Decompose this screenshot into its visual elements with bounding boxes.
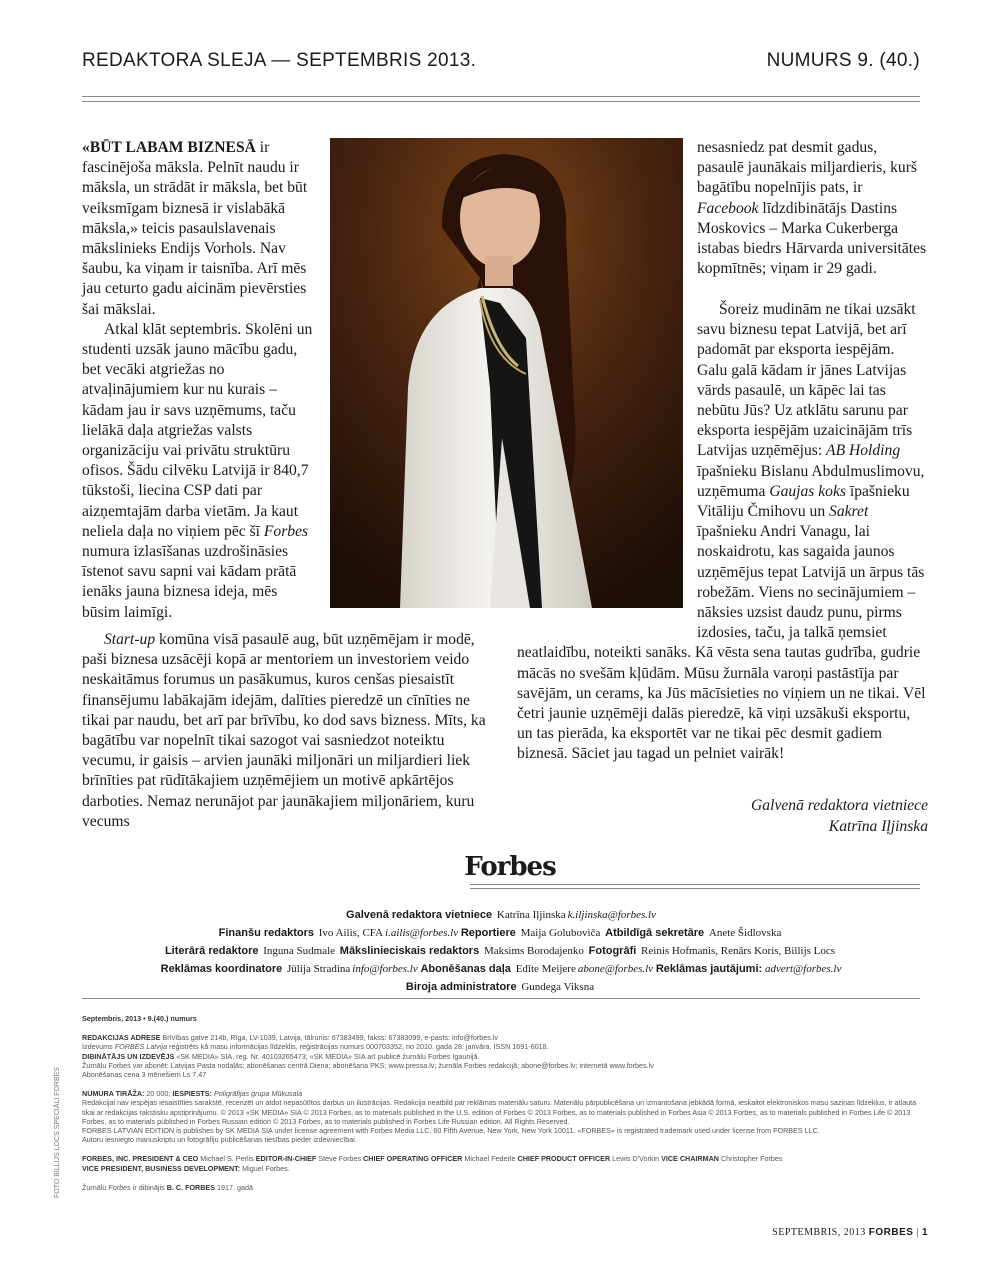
photo-wrap-spacer: [517, 300, 697, 632]
founder-line: Žurnālu Forbes ir dibinājis B. C. FORBES 1917. gadā: [82, 1182, 254, 1192]
section-title: REDAKTORA SLEJA — SEPTEMBRIS 2013.: [82, 50, 477, 71]
issue-line: Septembris, 2013 • 9.(40.) numurs: [82, 1014, 197, 1023]
staff-row: Biroja administratore Gundega Viksna: [405, 981, 595, 993]
page-header: [82, 50, 920, 72]
article-right-column: [697, 138, 927, 279]
article-wrap-paragraph: [517, 300, 927, 765]
article-bottom-left: [82, 630, 490, 832]
article-paragraph: Atkal klāt septembris. Skolēni un studenti uzsāk jauno mācību gadu, bet vecāki atgriežas no atvaļinājumiem kur nu kurais – kādam jau ir savs uzņēmums, taču lielākā daļa atgriežas valsts organizāciju vai privātu struktūru ofisos. Šādu cilvēku Latvijā ir 840,7 tūkstoši, liecina CSP dati par aizņemtajām darba vietām. Ja kaut neliela daļa no viņiem pēc šī Forbes numura izlasīšanas uzdrošināsies īstenot savu sapni vai kādam prātā ienāks jauna biznesa ideja, mēs būsim laimīgi.: [82, 320, 313, 621]
photo-credit: FOTO BILLIJS LOCS SPECIĀLI FORBES: [54, 1067, 61, 1198]
staff-row: Literārā redaktore Inguna Sudmale Mākslinieciskais redaktors Maksims Borodajenko Fotogrāfi Reinis Hofmanis, Renārs Koris, Billijs Locs: [164, 945, 836, 957]
imprint-block: FORBES, INC. PRESIDENT & CEO Michael S. Perlis EDITOR-IN-CHIEF Steve Forbes CHIEF OPERATING OFFICER Michael Federle CHIEF PRODUCT OFFICER Lewis D'Vorkin VICE CHAIRMAN Christopher Forbes VICE PRESIDENT, BUSINESS DEVELOPMENT: Miguel Forbes.: [82, 1154, 783, 1173]
staff-credits: [82, 906, 920, 996]
header-divider-bottom: [82, 101, 920, 102]
footer-date: SEPTEMBRIS, 2013: [772, 1227, 866, 1238]
staff-row: Finanšu redaktors Ivo Ailis, CFA i.ailis@forbes.lv Reportiere Maija Goluboviča Atbildīgā sekretāre Anete Šidlovska: [218, 927, 782, 939]
footer-magazine: FORBES: [868, 1227, 914, 1238]
article-left-column: [82, 138, 314, 623]
staff-divider: [82, 998, 920, 999]
staff-row: Reklāmas koordinatore Jūlija Stradina info@forbes.lv Abonēšanas daļa Edīte Meijere abone@forbes.lv Reklāmas jautājumi: advert@forbes.lv: [160, 963, 842, 975]
header-divider-top: [82, 96, 920, 97]
page-number: 1: [921, 1227, 928, 1238]
article-paragraph: Šoreiz mudinām ne tikai uzsākt savu biznesu tepat Latvijā, bet arī padomāt par eksporta iespējām. Galu galā kādam ir jānes Latvijas vārds pasaulē, un kāpēc lai tas nebūtu Jūs? Uz atklātu sarunu par eksporta iespējām uzaicinājām trīs Latvijas uzņēmējus: AB Holding īpašnieku Bislanu Abdulmuslimovu, uzņēmuma Gaujas koks īpašnieku Vitāliju Čmihovu un Sakret īpašnieku Andri Vanagu, lai noskaidrotu, kas sagaida jaunos uzņēmējus tepat Latvijā un ārpus tās robežām. Viens no secinājumiem – nāksies uzsist daudz punu, pirms izdosies, taču, ja talkā ņemsiet neatlaidību, noteikti sanāks. Kā vēsta sena tautas gudrība, gudrie mācās no svešām kļūdām. Mūsu žurnāla varoņi pastāstīja par savējām, un cerams, ka Jūs mācīsieties no viņiem un ne tikai. Vēl četri jaunie uzņēmēji dalās pieredzē, kā viņi uzsākuši eksportu, un tas pierāda, ka eksportēt var ne tikai pēc desmit gadiem biznesā. Sāciet jau tagad un pelniet vairāk!: [517, 301, 926, 763]
issue-number: NUMURS 9. (40.): [766, 50, 920, 71]
page-footer: [772, 1227, 928, 1238]
imprint: [82, 1014, 920, 1192]
article-paragraph: Start-up komūna visā pasaulē aug, būt uzņēmējam ir modē, paši biznesa uzsācēji kopā ar mentoriem un investoriem veido neskaitāmus forumus un pasākumus, kuros cenšas piesaistīt finansējumu labākajām idejām, dalīties pieredzē un cīnīties ne tikai par naudu, bet arī par brīvību, ko dod savs bizness. Mīts, ka bagātību var nopelnīt tikai sazogot vai sasniedzot noteiktu vecumu, ir gaisis – arvien jaunāki miljonāri un miljardieri liek brīnīties pat rūdītākajiem uzņēmējiem un motivē apkārtējos darboties. Nemaz nerunājot par jaunākajiem miljonāriem, kuru vecums: [82, 631, 486, 830]
author-name: Katrīna Iļjinska: [828, 818, 928, 835]
lead-in: «BŪT LABAM BIZNESĀ: [82, 139, 256, 156]
author-role: Galvenā redaktora vietniece: [751, 797, 928, 814]
forbes-logo: Forbes: [464, 852, 556, 882]
logo-divider-bottom: [470, 888, 920, 889]
article-paragraph: nesasniedz pat desmit gadus, pasaulē jaunākais miljardieris, kurš bagātību nopelnījis pats, ir Facebook līdzdibinātājs Dastins Moskovics – Marka Cukerberga istabas biedrs Hārvarda universitātes kopmītnēs; viņam ir 29 gadi.: [697, 139, 927, 278]
imprint-block: REDAKCIJAS ADRESE Brīvības gatve 214b, Rīga, LV-1039, Latvija, tālrunis: 67383499, fakss: 67383099, e-pasts: info@forbes.lv Izdevums FORBES Latvija reģistrēts kā masu informācijas līdzeklis, reģistrācijas numurs 000703352, no 2010. gada 28. janvāra. ISSN 1691-6018. DIBINĀTĀJS UN IZDEVĒJS «SK MEDIA» SIA, reg. Nr. 40103265473; «SK MEDIA» SIA arī publicē žurnālu Forbes Igaunijā. Žurnālu Forbes var abonēt: Latvijas Pasta nodaļās; abonēšanas centrā Diena; abonēšana PKS; www.pressa.lv; žurnāla Forbes redakcijā; abone@forbes.lv; internetā www.forbes.lv Abonēšanas cena 3 mēnešiem Ls 7,47: [82, 1033, 654, 1080]
footer-separator: |: [916, 1227, 919, 1238]
article-paragraph: «BŪT LABAM BIZNESĀ ir fascinējoša māksla. Pelnīt naudu ir māksla, un strādāt ir māksla, bet būt veiksmīgam biznesā ir vislabākā māksla,» teicis pasaulslavenais mākslinieks Endijs Vorhols. Nav šaubu, ka viņam ir taisnība. Arī mēs jau ceturto gadu aicinām pievērsties šai mākslai.: [82, 139, 308, 318]
staff-row: Galvenā redaktora vietniece Katrīna Iļjinska k.iljinska@forbes.lv: [346, 909, 656, 921]
author-signature: [751, 795, 928, 837]
imprint-block: NUMURA TIRĀŽA: 20 000; IESPIESTS: Poligrāfijas grupa Mūkusala Redakcijai nav iespējas iesaistīties sarakstē, recenzēt un atdot nepasūtītos darbus un ilustrācijas. Redakcija neatbild par reklāmas materiālu saturu. Materiālu pārpublicēšana un izmantošana jebkādā formā, ieskaitot elektroniskos masu saziņas līdzekļus, ir atļauta tikai ar redakcijas rakstisku apstiprinājumu. © 2013 «SK MEDIA» SIA © 2013 Forbes, as to materials published in the U.S. edition of Forbes © 2013 Forbes, as to materials published in Forbes Asia © 2013 Forbes, as to materials published in Forbes Life © 2013 Forbes, as to materials published in Forbes Russian edition © 2013 Forbes, as to materials published in Forbes Life Russian edition. All Rights Reserved. FORBES LATVIAN EDITION is publishes by SK MEDIA SIA under license agreement with Forbes Media LLC, 60 Fifth Avenue, New York, New York 10011. «FORBES» is registrated trademark used under license from FORBES LLC. Autoru iesniegto manuskriptu un fotogrāfiju publicēšanas tiesības pieder izdevniecībai.: [82, 1089, 917, 1145]
logo-divider-top: [470, 884, 920, 885]
